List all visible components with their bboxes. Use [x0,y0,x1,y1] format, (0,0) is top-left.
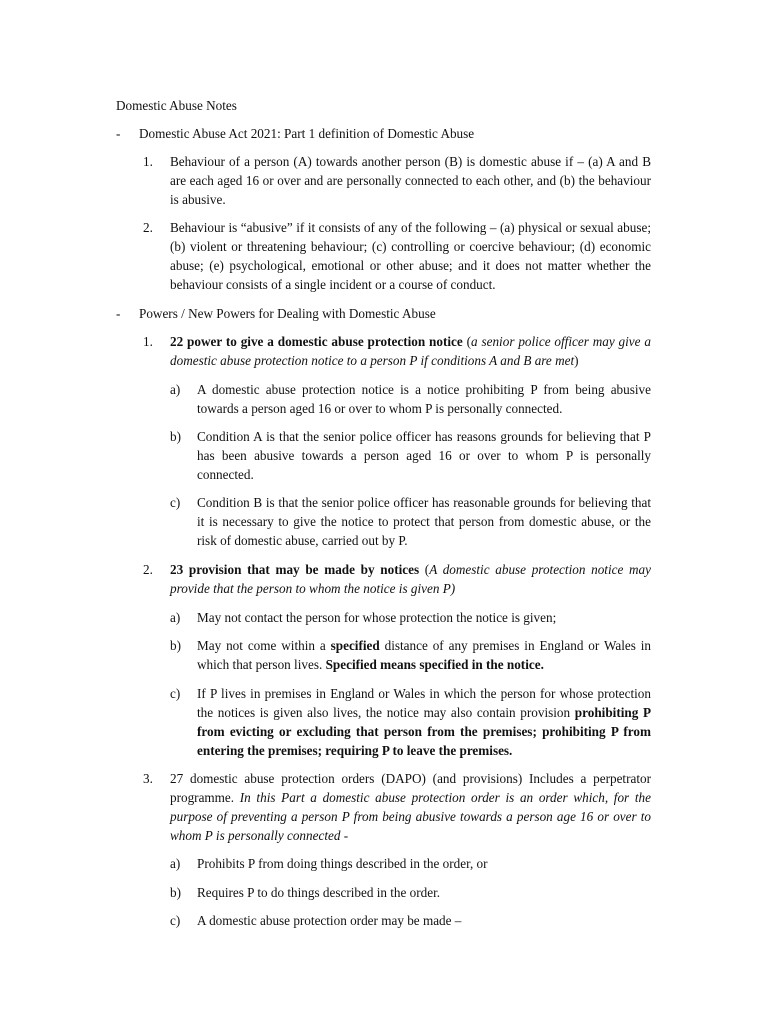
sub-item-bold: specified [330,638,380,653]
sub-item-text [197,636,651,674]
sub-item [170,854,651,873]
sub-item-text: Requires P to do things described in the order. [197,885,441,900]
paren-open: ( [462,334,472,349]
sub-item-text: Condition A is that the senior police officer has reasons grounds for believing that P has been abusive towards a person aged 16 or over to whom P is personally connected. [197,429,651,482]
item-text: Behaviour is “abusive” if it consists of any of the following – (a) physical or sexual abuse; (b) violent or threatening behaviour; (c) controlling or coercive behaviour; (d) economic abuse; (e) psychological, emotional or other abuse; and it does not matter whether the behaviour consists of a single incident or a course of conduct. [170,220,651,292]
item-number: 1. [143,154,153,169]
section-heading-text: Domestic Abuse Act 2021: Part 1 definition of Domestic Abuse [139,126,475,141]
sub-item-text: May not contact the person for whose protection the notice is given; [197,610,557,625]
sub-item-bold: Specified means specified in the notice. [325,657,544,672]
sub-item-bold: prohibiting P from evicting or excluding that person from the premises; prohibiting P from entering the premises; requiring P to leave the premises. [197,705,652,758]
sub-item-text-mid: distance of any premises in England or Wales in which that person lives. [197,638,651,672]
sub-item-letter: a) [170,856,181,871]
sub-item [170,636,651,674]
sub-item-letter: b) [170,429,181,444]
item-number: 2. [143,220,153,235]
sub-item-letter: a) [170,382,181,397]
sub-item-text-pre: If P lives in premises in England or Wales in which the person for whose protection the notices is given also lives, the notice may also contain provision [197,686,651,720]
sub-item-letter: c) [170,495,181,510]
sub-item-text: A domestic abuse protection notice is a notice prohibiting P from being abusive towards a person aged 16 or over to whom P is personally connected. [197,382,651,416]
section-heading-text: Powers / New Powers for Dealing with Domestic Abuse [139,306,436,321]
document-title: Domestic Abuse Notes [116,98,237,113]
item-heading-bold: 22 power to give a domestic abuse protection notice [170,334,463,349]
item-number: 2. [143,562,153,577]
numbered-item [143,152,651,209]
paren-open: ( [419,562,430,577]
sub-item-letter: c) [170,913,181,928]
sub-item [170,493,651,550]
item-text [170,332,651,370]
sub-item [170,911,651,930]
item-number: 1. [143,334,153,349]
item-italic-text: In this Part a domestic abuse protection order is an order which, for the purpose of preventing a person P from being abusive towards a person age 16 or over to whom P is personally connected - [170,790,651,843]
sub-item-letter: b) [170,638,181,653]
sub-item-text-pre: May not come within a [197,638,331,653]
item-plain-text: 27 domestic abuse protection orders (DAPO) (and provisions) Includes a perpetrator programme. [170,771,651,805]
item-italic-text: a senior police officer may give a domestic abuse protection notice to a person P if conditions A and B are met [170,334,651,368]
sub-item [170,608,651,627]
bullet-dash: - [116,126,121,141]
item-heading-bold: 23 provision that may be made by notices [170,562,420,577]
numbered-item [143,560,651,598]
item-number: 3. [143,771,153,786]
sub-item [170,684,651,760]
sub-item-text [197,684,651,760]
numbered-item [143,218,651,294]
item-italic-text: A domestic abuse protection notice may provide that the person to whom the notice is given P) [170,562,651,596]
item-text: Behaviour of a person (A) towards another person (B) is domestic abuse if – (a) A and B are each aged 16 or over and are personally connected to each other, and (b) the behaviour is abusive. [170,154,651,207]
numbered-item [143,769,651,845]
sub-item-letter: b) [170,885,181,900]
sub-item-text: Condition B is that the senior police officer has reasonable grounds for believing that it is necessary to give the notice to protect that person from domestic abuse, or the risk of domestic abuse, carried out by P. [197,495,651,548]
sub-item-letter: a) [170,610,181,625]
sub-item [170,883,651,902]
paren-close: ) [574,353,579,368]
sub-item-letter: c) [170,686,181,701]
bullet-dash: - [116,306,121,321]
item-text [170,769,651,845]
sub-item [170,427,651,484]
sub-item [170,380,651,418]
numbered-item [143,332,651,370]
sub-item-text: A domestic abuse protection order may be made – [197,913,462,928]
item-text [170,560,651,598]
sub-item-text: Prohibits P from doing things described in the order, or [197,856,488,871]
